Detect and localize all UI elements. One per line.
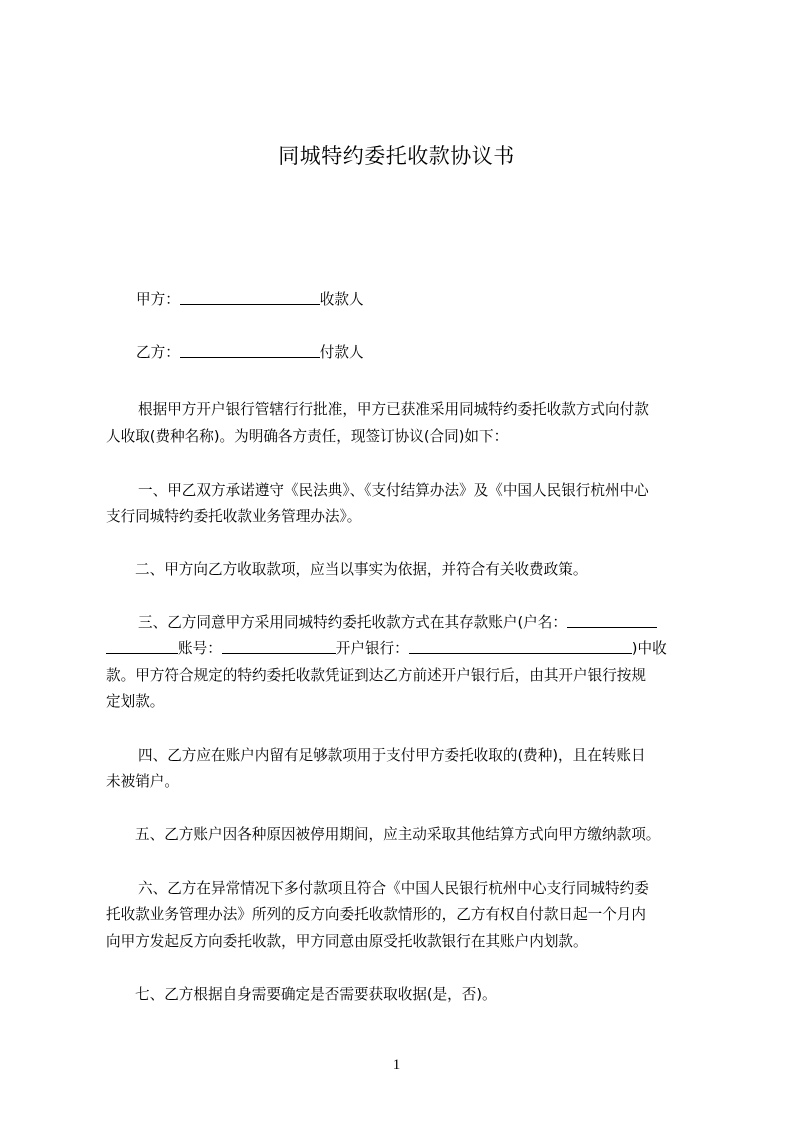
- page-number: 1: [392, 1057, 401, 1073]
- party-b-line: [136, 343, 364, 363]
- clause-6-line-1: 六、乙方在异常情况下多付款项且符合《中国人民银行杭州中心支行同城特约委: [138, 880, 649, 897]
- party-a-label: 甲方：: [136, 291, 180, 308]
- party-b-role: 付款人: [319, 344, 364, 361]
- clause-4-line-1: 四、乙方应在账户内留有足够款项用于支付甲方委托收取的(费种)，且在转账日: [138, 747, 646, 764]
- party-a-blank: [180, 290, 320, 305]
- party-b-blank: [180, 343, 320, 358]
- account-name-blank: [567, 613, 657, 628]
- clause-3-line-3: 款。甲方符合规定的特约委托收款凭证到达乙方前述开户银行后，由其开户银行按规: [106, 667, 646, 684]
- account-number-blank: [222, 639, 336, 654]
- clause-1-line-1: 一、甲乙双方承诺遵守《民法典》、《支付结算办法》及《中国人民银行杭州中心: [138, 482, 649, 499]
- intro-line-1: 根据甲方开户银行管辖行行批准，甲方已获准采用同城特约委托收款方式向付款: [138, 401, 649, 418]
- clause-6-line-2: 托收款业务管理办法》所列的反方向委托收款情形的，乙方有权自付款日起一个月内: [106, 906, 646, 923]
- clause-7-line-1: 七、乙方根据自身需要确定是否需要获取收据(是，否)。: [135, 986, 497, 1003]
- bank-label: 开户银行：: [335, 640, 409, 657]
- clause-2-line-1: 二、甲方向乙方收取款项，应当以事实为依据，并符合有关收费政策。: [135, 561, 588, 578]
- bank-blank: [409, 639, 632, 654]
- account-number-label: 账号：: [178, 640, 222, 657]
- clause-3-line-2: [106, 639, 667, 659]
- party-a-line: [136, 290, 364, 310]
- clause-3-line-2-tail: )中收: [631, 640, 667, 657]
- party-a-role: 收款人: [319, 291, 364, 308]
- clause-3-text: 三、乙方同意甲方采用同城特约委托收款方式在其存款账户(户名：: [138, 614, 567, 631]
- intro-line-2: 人收取(费种名称)。为明确各方责任，现签订协议(合同)如下：: [106, 428, 509, 445]
- party-b-label: 乙方：: [136, 344, 180, 361]
- clause-1-line-2: 支行同城特约委托收款业务管理办法》。: [106, 508, 362, 525]
- clause-3-line-4: 定划款。: [106, 693, 165, 710]
- clause-4-line-2: 未被销户。: [106, 773, 179, 790]
- clause-5-line-1: 五、乙方账户因各种原因被停用期间，应主动采取其他结算方式向甲方缴纳款项。: [135, 826, 661, 843]
- clause-6-line-3: 向甲方发起反方向委托收款，甲方同意由原受托收款银行在其账户内划款。: [106, 933, 588, 950]
- clause-3-line-1: [138, 613, 657, 633]
- document-title: 同城特约委托收款协议书: [278, 144, 515, 168]
- account-name-blank-cont: [106, 639, 178, 654]
